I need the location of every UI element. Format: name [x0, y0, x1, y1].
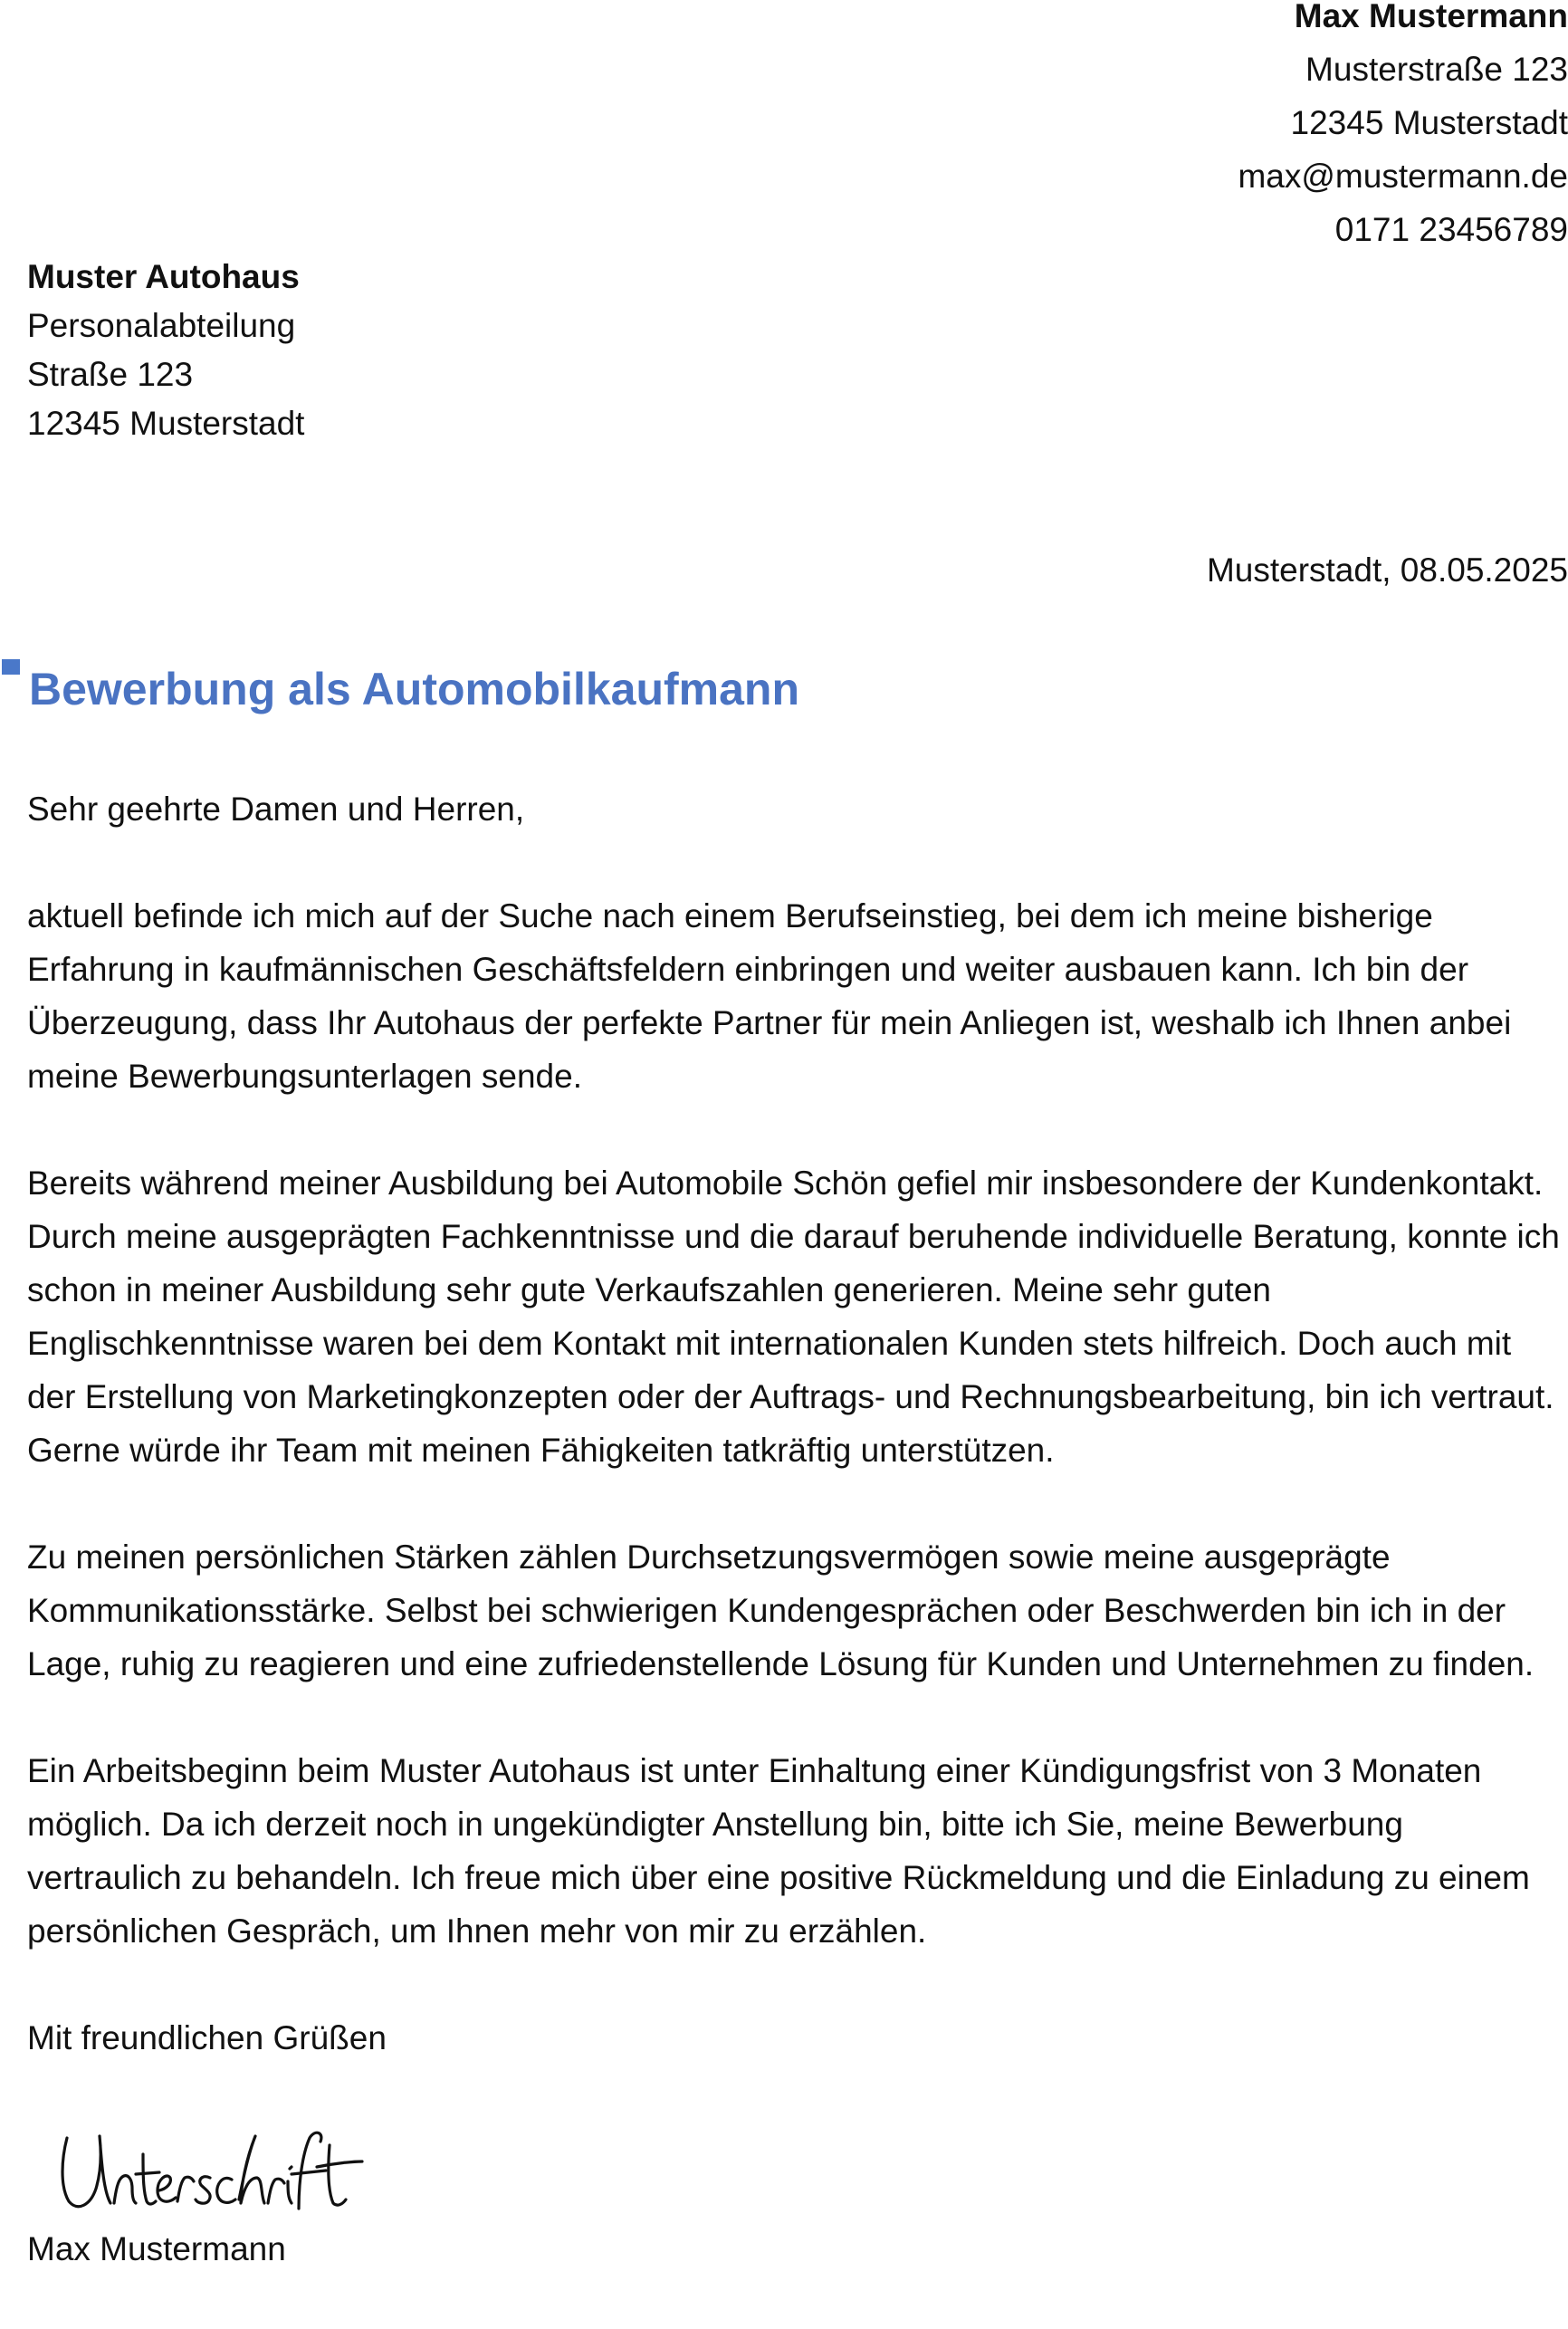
body-paragraph-3: Zu meinen persönlichen Stärken zählen Durchsetzungsvermögen sowie meine ausgeprägte Kommunikationsstärke. Selbst bei schwierigen Kundengesprächen oder Beschwerden bin ich in der Lage, ruhig zu reagieren und eine zufriedenstellende Lösung für Kunden und Unternehmen zu finden.	[27, 1538, 1535, 1682]
body-paragraph-1: aktuell befinde ich mich auf der Suche nach einem Berufseinstieg, bei dem ich meine bisherige Erfahrung in kaufmännischen Geschäftsfeldern einbringen und weiter ausbauen kann. Ich bin der Überzeugung, dass Ihr Autohaus der perfekte Partner für mein Anliegen ist, weshalb ich Ihnen anbei meine Bewerbungsunterlagen sende.	[27, 897, 1512, 1095]
sender-phone: 0171 23456789	[1334, 211, 1568, 248]
sender-city: 12345 Musterstadt	[1290, 104, 1568, 141]
letter-body	[27, 782, 1566, 2329]
heading-marker	[2, 659, 20, 675]
sender-name: Max Mustermann	[1294, 0, 1568, 34]
subject-heading: Bewerbung als Automobilkaufmann	[29, 664, 800, 714]
sender-street: Musterstraße 123	[1305, 51, 1568, 88]
salutation: Sehr geehrte Damen und Herren,	[27, 791, 525, 828]
recipient-city: 12345 Musterstadt	[27, 405, 305, 442]
recipient-address-block	[27, 253, 661, 448]
closing-line: Mit freundlichen Grüßen	[27, 2019, 387, 2056]
recipient-company: Muster Autohaus	[27, 258, 300, 295]
handwritten-signature	[54, 2118, 371, 2222]
sender-email: max@mustermann.de	[1238, 158, 1568, 195]
body-paragraph-4: Ein Arbeitsbeginn beim Muster Autohaus ist unter Einhaltung einer Kündigungsfrist von 3 Monaten möglich. Da ich derzeit noch in ungekündigter Anstellung bin, bitte ich Sie, meine Bewerbung vertraulich zu behandeln. Ich freue mich über eine positive Rückmeldung und die Einladung zu einem persönlichen Gespräch, um Ihnen mehr von mir zu erzählen.	[27, 1752, 1530, 1950]
recipient-department: Personalabteilung	[27, 307, 296, 344]
body-paragraph-2: Bereits während meiner Ausbildung bei Automobile Schön gefiel mir insbesondere der Kundenkontakt. Durch meine ausgeprägten Fachkenntnisse und die darauf beruhende individuelle Beratung, konnte ich schon in meiner Ausbildung sehr gute Verkaufszahlen generieren. Meine sehr guten Englischkenntnisse waren bei dem Kontakt mit internationalen Kunden stets hilfreich. Doch auch mit der Erstellung von Marketingkonzepten oder der Auftrags- und Rechnungsbearbeitung, bin ich vertraut. Gerne würde ihr Team mit meinen Fähigkeiten tatkräftig unterstützen.	[27, 1164, 1560, 1469]
sender-address-block	[934, 0, 1568, 256]
signer-name: Max Mustermann	[27, 2230, 286, 2267]
date-line: Musterstadt, 08.05.2025	[1206, 551, 1568, 589]
recipient-street: Straße 123	[27, 356, 194, 393]
